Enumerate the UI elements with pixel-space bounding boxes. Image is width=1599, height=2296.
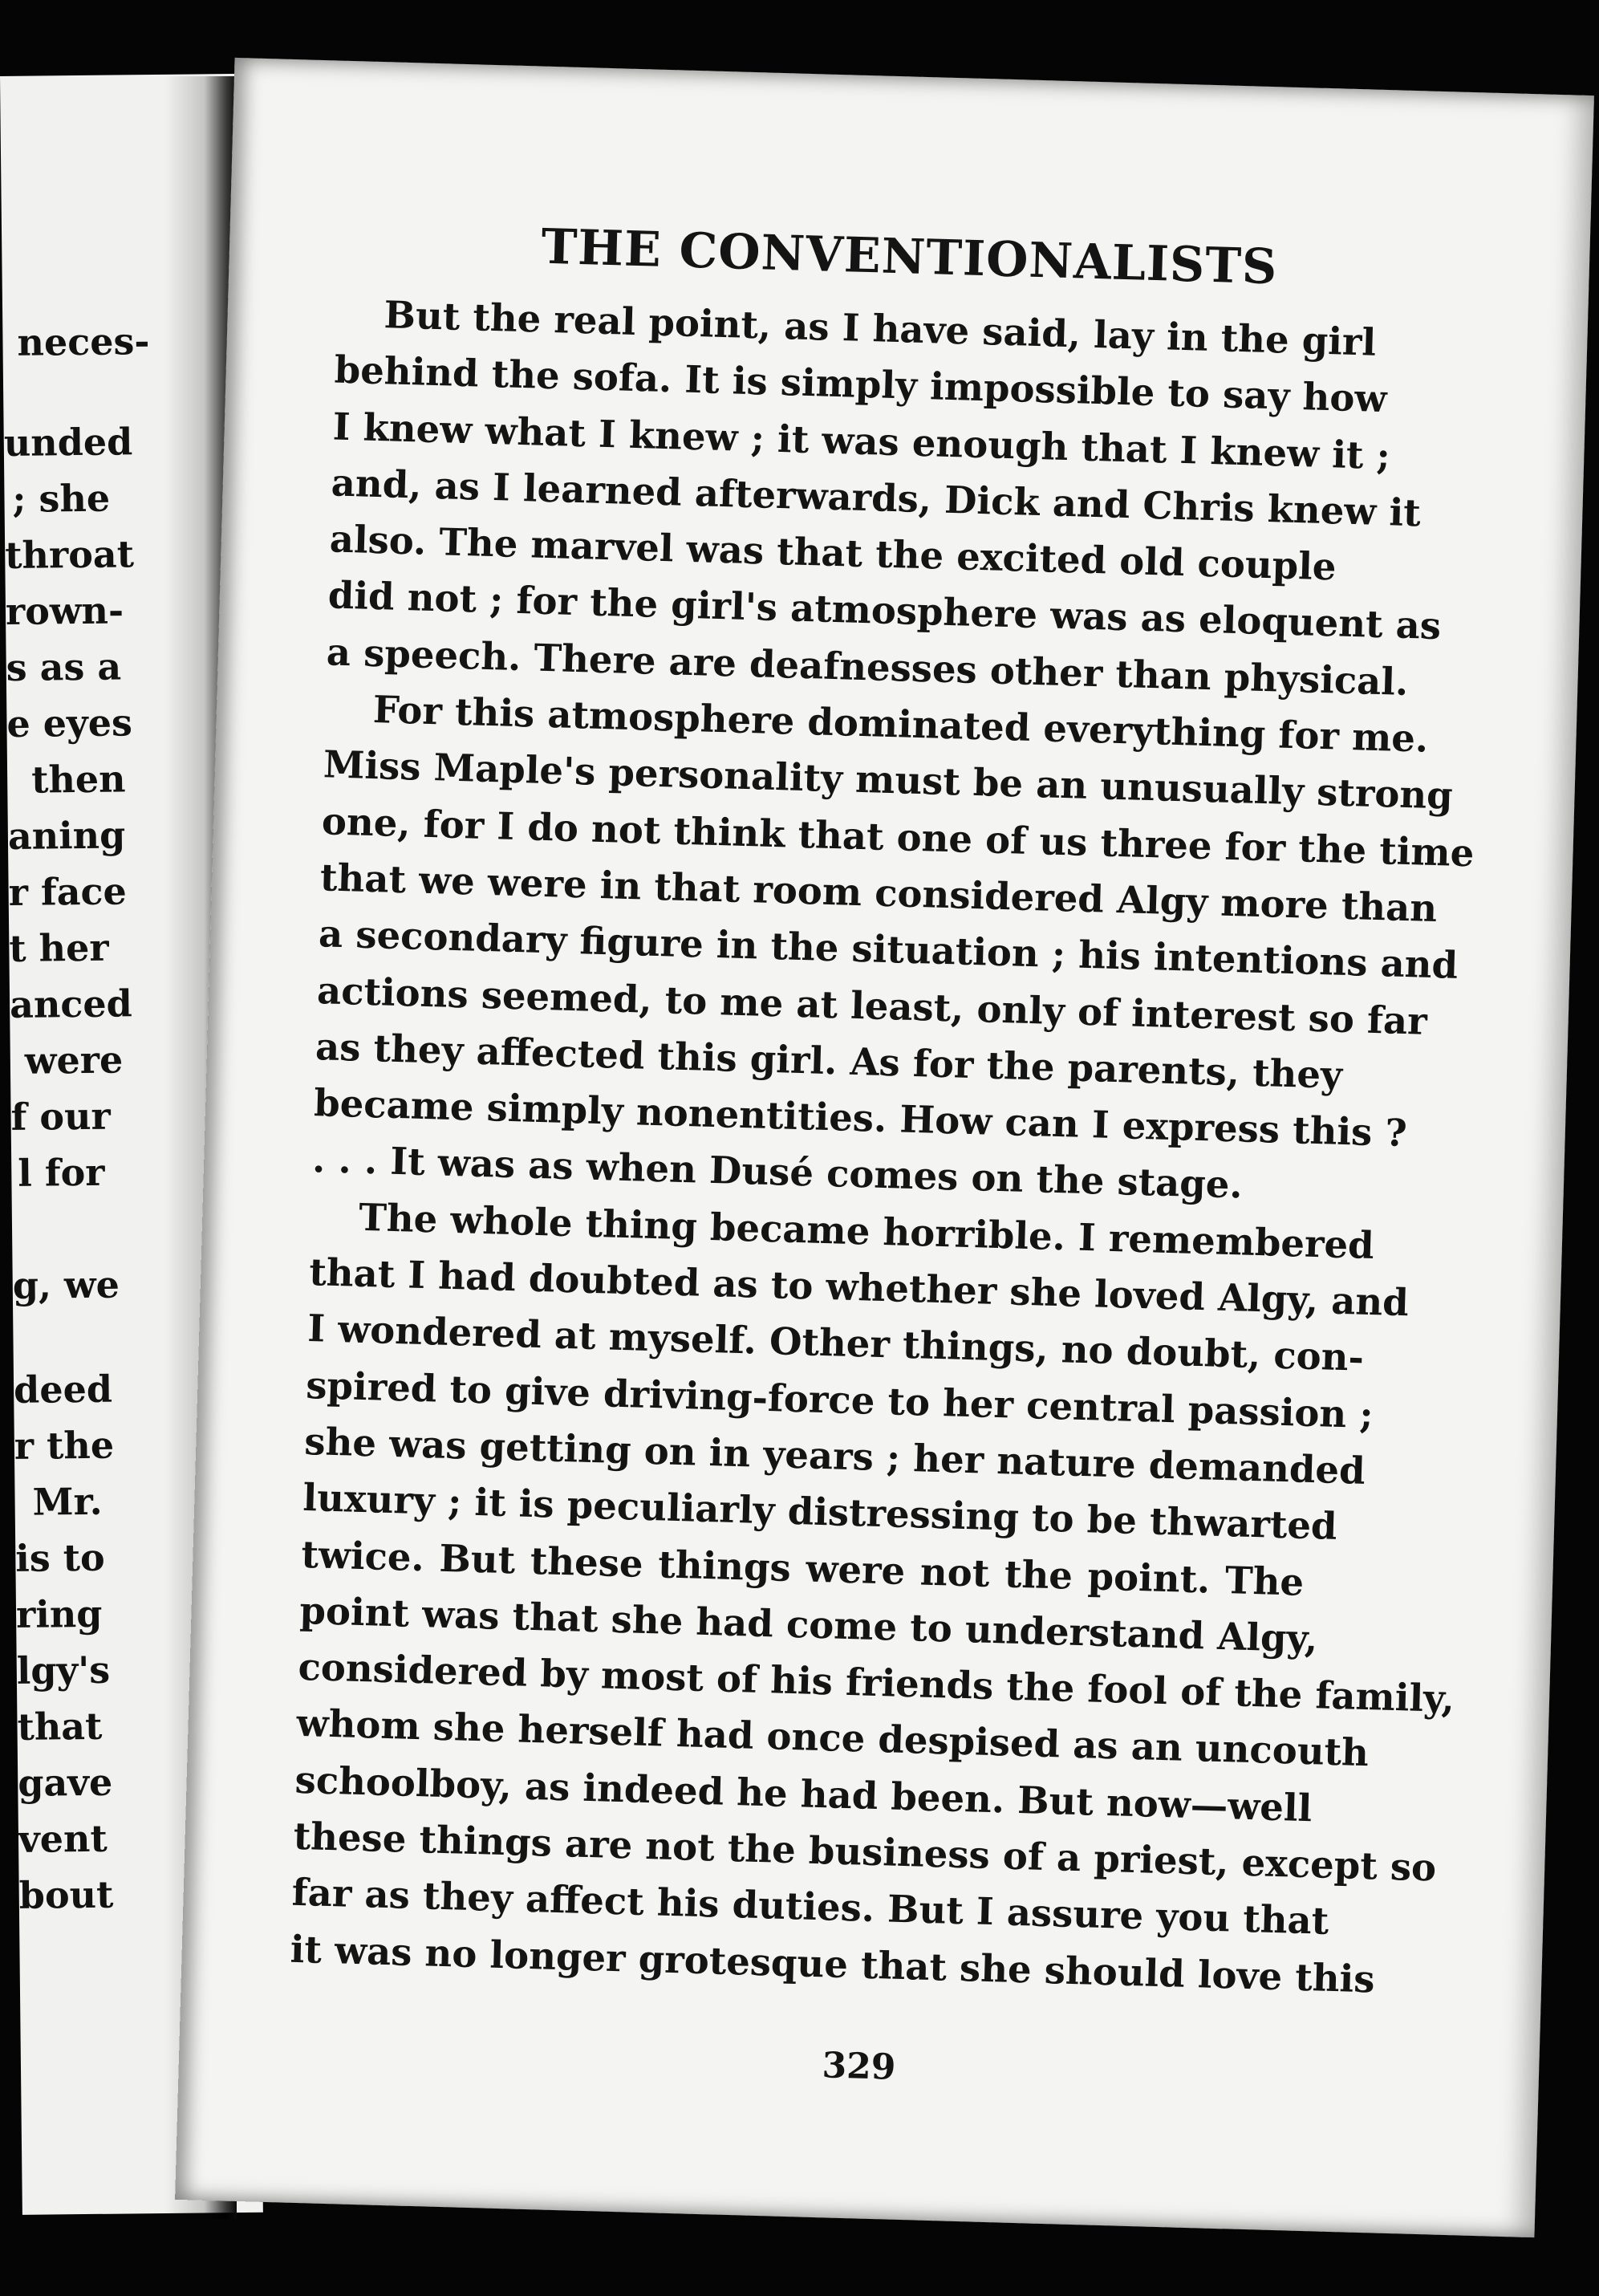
text-line: point was that she had come to understand Algy, <box>298 1587 1319 1661</box>
page-number: 329 <box>821 2045 897 2088</box>
left-page-fragment: f our <box>10 1094 112 1139</box>
text-line: luxury ; it is peculiarly distressing to be thwarted <box>302 1475 1338 1549</box>
text-line: a speech. There are deafnesses other than physical. <box>326 629 1409 704</box>
left-page-fragment: l for <box>18 1150 105 1195</box>
left-page-fragment: e eyes <box>6 701 133 746</box>
text-line: and, as I learned afterwards, Dick and Chris knew it <box>331 460 1422 535</box>
text-line: that I had doubted as to whether she loved Algy, and <box>308 1250 1410 1325</box>
left-page-fragment: r the <box>14 1423 115 1468</box>
text-line: she was getting on in years ; her nature demanded <box>303 1418 1366 1493</box>
text-line: that we were in that room considered Algy more than <box>319 855 1438 931</box>
text-line: actions seemed, to me at least, only of interest so far <box>316 967 1428 1043</box>
text-line: I knew what I knew ; it was enough that I knew it ; <box>332 404 1391 477</box>
left-page-fragment: neces- <box>17 319 150 364</box>
left-page-fragment: lgy's <box>16 1648 111 1693</box>
left-page-fragment: s as a <box>6 644 122 689</box>
text-line: a secondary figure in the situation ; his intentions and <box>318 911 1459 988</box>
left-page-fragment: bout <box>18 1872 114 1917</box>
left-page-fragment: aning <box>7 813 126 858</box>
left-page-fragment: g, we <box>12 1262 120 1307</box>
body-text <box>290 286 1475 2005</box>
text-line: did not ; for the girl's atmosphere was as eloquent as <box>327 572 1442 648</box>
text-line: far as they affect his duties. But I assure you that <box>291 1870 1329 1944</box>
left-page-fragment: anced <box>9 981 133 1026</box>
text-line: For this atmosphere dominated everything for me. <box>372 687 1429 761</box>
left-page-fragment: unded <box>3 420 133 465</box>
left-page-fragment: throat <box>4 532 135 577</box>
left-page-fragment: deed <box>13 1367 113 1412</box>
text-line: also. The marvel was that the excited old couple <box>329 516 1337 589</box>
left-page-fragment: is to <box>15 1535 105 1580</box>
running-head: THE CONVENTIONALISTS <box>540 218 1279 296</box>
left-page-fragment: vent <box>18 1816 108 1861</box>
text-line: one, for I do not think that one of us three for the time <box>321 798 1475 876</box>
text-line: I wondered at myself. Other things, no doubt, con- <box>306 1306 1365 1380</box>
text-line: schoolboy, as indeed he had been. But now—well <box>294 1757 1313 1830</box>
text-line: as they affected this girl. As for the parents, they <box>315 1024 1343 1097</box>
text-line: whom she herself had once despised as an uncouth <box>295 1701 1370 1775</box>
left-page-fragment: then <box>30 757 126 802</box>
left-page-fragment: ring <box>15 1591 103 1636</box>
text-line: behind the sofa. It is simply impossible to say how <box>334 347 1388 421</box>
text-line: considered by most of his friends the fool of the family, <box>297 1644 1455 1721</box>
text-line: . . . It was as when Dusé comes on the stage. <box>311 1136 1244 1207</box>
main-page <box>175 58 1594 2237</box>
text-line: became simply nonentities. How can I express this ? <box>313 1080 1408 1156</box>
left-page-fragment: ; she <box>12 476 111 521</box>
text-line: spired to give driving-force to her central passion ; <box>305 1362 1374 1437</box>
left-page-fragment: were <box>24 1038 124 1083</box>
text-line: The whole thing became horrible. I remembered <box>358 1194 1375 1267</box>
left-page-fragment: rown- <box>5 588 124 633</box>
text-line: Miss Maple's personality must be an unusually strong <box>323 742 1454 818</box>
left-page-fragment: t her <box>9 925 109 970</box>
left-page-fragment: that <box>17 1704 103 1749</box>
left-page-fragment: Mr. <box>32 1479 103 1524</box>
text-line: these things are not the business of a priest, except so <box>293 1813 1437 1890</box>
text-line: But the real point, as I have said, lay in the girl <box>383 292 1377 364</box>
text-line: twice. But these things were not the point. The <box>300 1531 1305 1604</box>
text-line: it was no longer grotesque that she should love this <box>290 1926 1376 2001</box>
left-page-fragment: gave <box>17 1760 113 1805</box>
left-page-fragment: r face <box>8 869 128 914</box>
